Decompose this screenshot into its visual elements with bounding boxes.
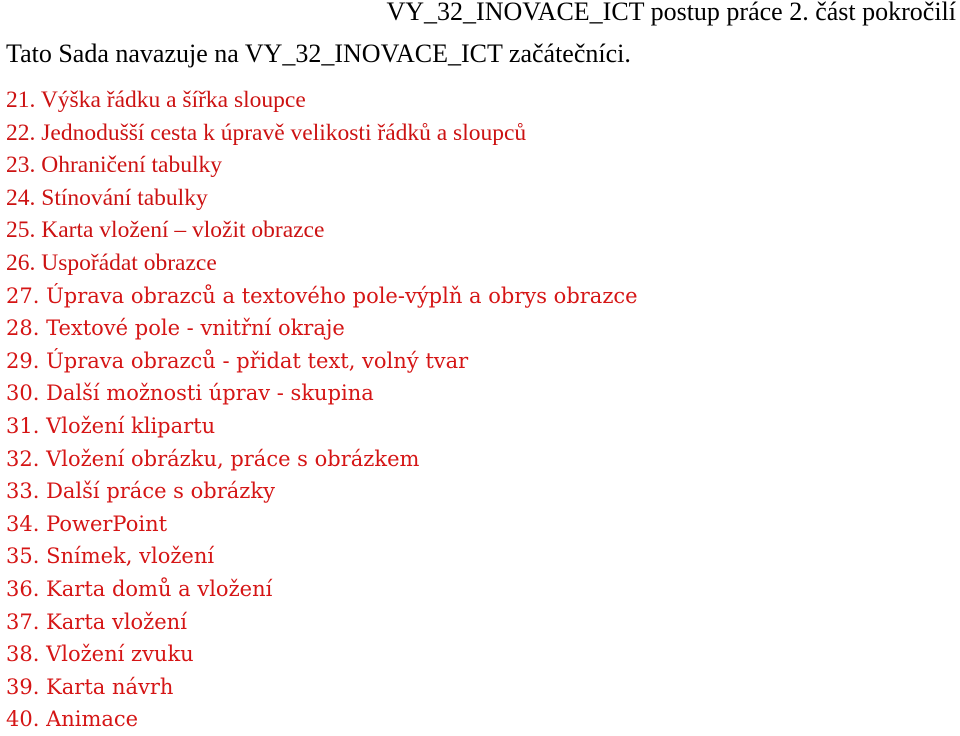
list-item: 38. Vložení zvuku bbox=[6, 642, 194, 667]
list-item: 29. Úprava obrazců - přidat text, volný tvar bbox=[6, 348, 469, 373]
list-item: 32. Vložení obrázku, práce s obrázkem bbox=[6, 446, 420, 471]
list-item: 26. Uspořádat obrazce bbox=[6, 249, 217, 276]
intro-text: Tato Sada navazuje na VY_32_INOVACE_ICT začátečníci. bbox=[6, 39, 631, 68]
list-item: 23. Ohraničení tabulky bbox=[6, 152, 223, 179]
list-item: 39. Karta návrh bbox=[6, 674, 174, 699]
list-item: 25. Karta vložení – vložit obrazce bbox=[6, 217, 325, 244]
lesson-list bbox=[6, 84, 638, 736]
list-item: 37. Karta vložení bbox=[6, 609, 187, 634]
list-item: 27. Úprava obrazců a textového pole-výplň a obrys obrazce bbox=[6, 283, 638, 308]
list-item: 30. Další možnosti úprav - skupina bbox=[6, 381, 374, 406]
list-item: 34. PowerPoint bbox=[6, 511, 168, 536]
page-title: VY_32_INOVACE_ICT postup práce 2. část pokročilí bbox=[386, 0, 956, 26]
list-item: 31. Vložení klipartu bbox=[6, 413, 216, 438]
list-item: 36. Karta domů a vložení bbox=[6, 576, 273, 601]
list-item: 33. Další práce s obrázky bbox=[6, 479, 275, 504]
list-item: 22. Jednodušší cesta k úpravě velikosti řádků a sloupců bbox=[6, 119, 527, 146]
list-item: 35. Snímek, vložení bbox=[6, 544, 215, 569]
list-item: 24. Stínování tabulky bbox=[6, 184, 208, 211]
list-item: 40. Animace bbox=[6, 707, 139, 732]
list-item: 28. Textové pole - vnitřní okraje bbox=[6, 316, 345, 341]
list-item: 21. Výška řádku a šířka sloupce bbox=[6, 87, 306, 113]
